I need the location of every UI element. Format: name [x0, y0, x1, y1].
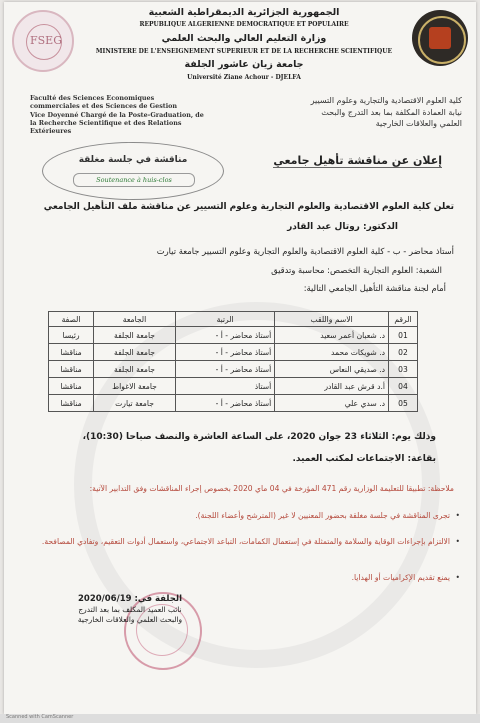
announcement-title: إعلان عن مناقشة تأهيل جامعي — [273, 154, 442, 167]
table-row: 02 د. شويكات محمد أستاذ محاضر - أ - جامعة الجلفة مناقشا — [49, 344, 418, 361]
university-seal-logo — [412, 10, 468, 66]
faculty-block-ar: كلية العلوم الاقتصادية والتجارية وعلوم التسيير نيابة العمادة المكلفة بما بعد التدرج والبحث العلمي والعلاقات الخارجية — [310, 96, 462, 129]
col-number: الرقم — [389, 312, 418, 327]
candidate-name: الدكتور: روتال عبد القادر — [287, 222, 398, 232]
signature-role-2: والبحث العلمي والعلاقات الخارجية — [77, 615, 183, 625]
candidate-position: أستاذ محاضر - ب - كلية العلوم الاقتصادية والعلوم التجارية وعلوم التسيير جامعة تيارت — [156, 246, 454, 256]
committee-table — [48, 311, 418, 412]
col-rank: الرتبة — [175, 312, 274, 327]
signature-role-1: نائب العميد المكلف بما بعد التدرج — [78, 605, 182, 615]
header-republic-ar: الجمهورية الجزائرية الديمقراطية الشعبية — [148, 7, 340, 18]
document-page — [4, 2, 476, 714]
col-role: الصفة — [49, 312, 94, 327]
table-row: 04 أ.د قرش عبد القادر أستاذ جامعة الاغواط مناقشا — [49, 378, 418, 395]
note-title: ملاحظة: تطبيقا للتعليمة الوزارية رقم 471 المؤرخة في 04 ماي 2020 بخصوص إجراء المناقشات وفق التدابير الآتية: — [89, 484, 454, 493]
table-row: 01 د. شعبان أعمر سعيد أستاذ محاضر - أ - جامعة الجلفة رئيسا — [49, 327, 418, 344]
header-ministry-fr: MINISTERE DE L'ENSEIGNEMENT SUPERIEUR ET DE LA RECHERCHE SCIENTIFIQUE — [95, 48, 393, 55]
table-header-row — [49, 312, 418, 327]
header-republic-fr: REPUBLIQUE ALGERIENNE DEMOCRATIQUE ET POPULAIRE — [139, 21, 349, 28]
note-bullet-closed-session: • تجرى المناقشة في جلسة مغلقة بحضور المعنيين لا غير (المترشح وأعضاء اللجنة). — [30, 510, 450, 521]
defense-location: بقاعة: الاجتماعات لمكتب العميد. — [292, 454, 436, 464]
committee-intro: أمام لجنة مناقشة التأهيل الجامعي التالية: — [303, 283, 446, 293]
header-ministry-ar: وزارة التعليم العالي والبحث العلمي — [161, 33, 327, 44]
col-name: الاسم واللقب — [275, 312, 389, 327]
closed-session-fr: Soutenance à huis-clos — [73, 173, 195, 187]
scanner-footer — [0, 714, 480, 723]
closed-session-ar: مناقشة في جلسة مغلقة — [78, 155, 188, 165]
table-row: 03 د. صديقي النعاس أستاذ محاضر - أ - جامعة الجلفة مناقشا — [49, 361, 418, 378]
table-row: 05 د. سدي علي أستاذ محاضر - أ - جامعة تيارت مناقشا — [49, 395, 418, 412]
note-bullet-no-gifts: • يمنع تقديم الإكراميات أو الهدايا. — [30, 572, 450, 583]
col-university: الجامعة — [94, 312, 176, 327]
note-bullet-safety: • الالتزام بإجراءات الوقاية والسلامة والمتمثلة في إستعمال الكمامات، التباعد الاجتماعي، واستعمال أدوات التعقيم، وتفادي المصافحة. — [30, 536, 450, 547]
signature-date: الجلفة في: 2020/06/19 — [78, 594, 182, 604]
header-university-ar: جامعة زيان عاشور الجلفة — [184, 59, 304, 70]
defense-date-time: وذلك يوم: الثلاثاء 23 جوان 2020، على الساعة العاشرة والنصف صباحا (10:30)، — [82, 432, 436, 442]
candidate-field: الشعبة: العلوم التجارية التخصص: محاسبة وتدقيق — [271, 265, 442, 275]
faculty-logo: FSEG — [12, 10, 74, 72]
closed-session-cloud — [42, 142, 224, 200]
announcement-intro: تعلن كلية العلوم الاقتصادية والعلوم التجارية وعلوم التسيير عن مناقشة ملف التأهيل الجامعي — [43, 202, 454, 212]
faculty-block-fr: Faculté des Sciences Economiques commerciales et des Sciences de Gestion Vice Doyenné Chargé de la Poste-Graduation, de la Recherche Scientifique et des Relations Extérieures — [30, 94, 204, 136]
header-university-fr: Université Ziane Achour - DJELFA — [187, 74, 301, 81]
scanner-footer-text: Scanned with CamScanner — [6, 714, 74, 720]
signature-block — [50, 594, 210, 625]
